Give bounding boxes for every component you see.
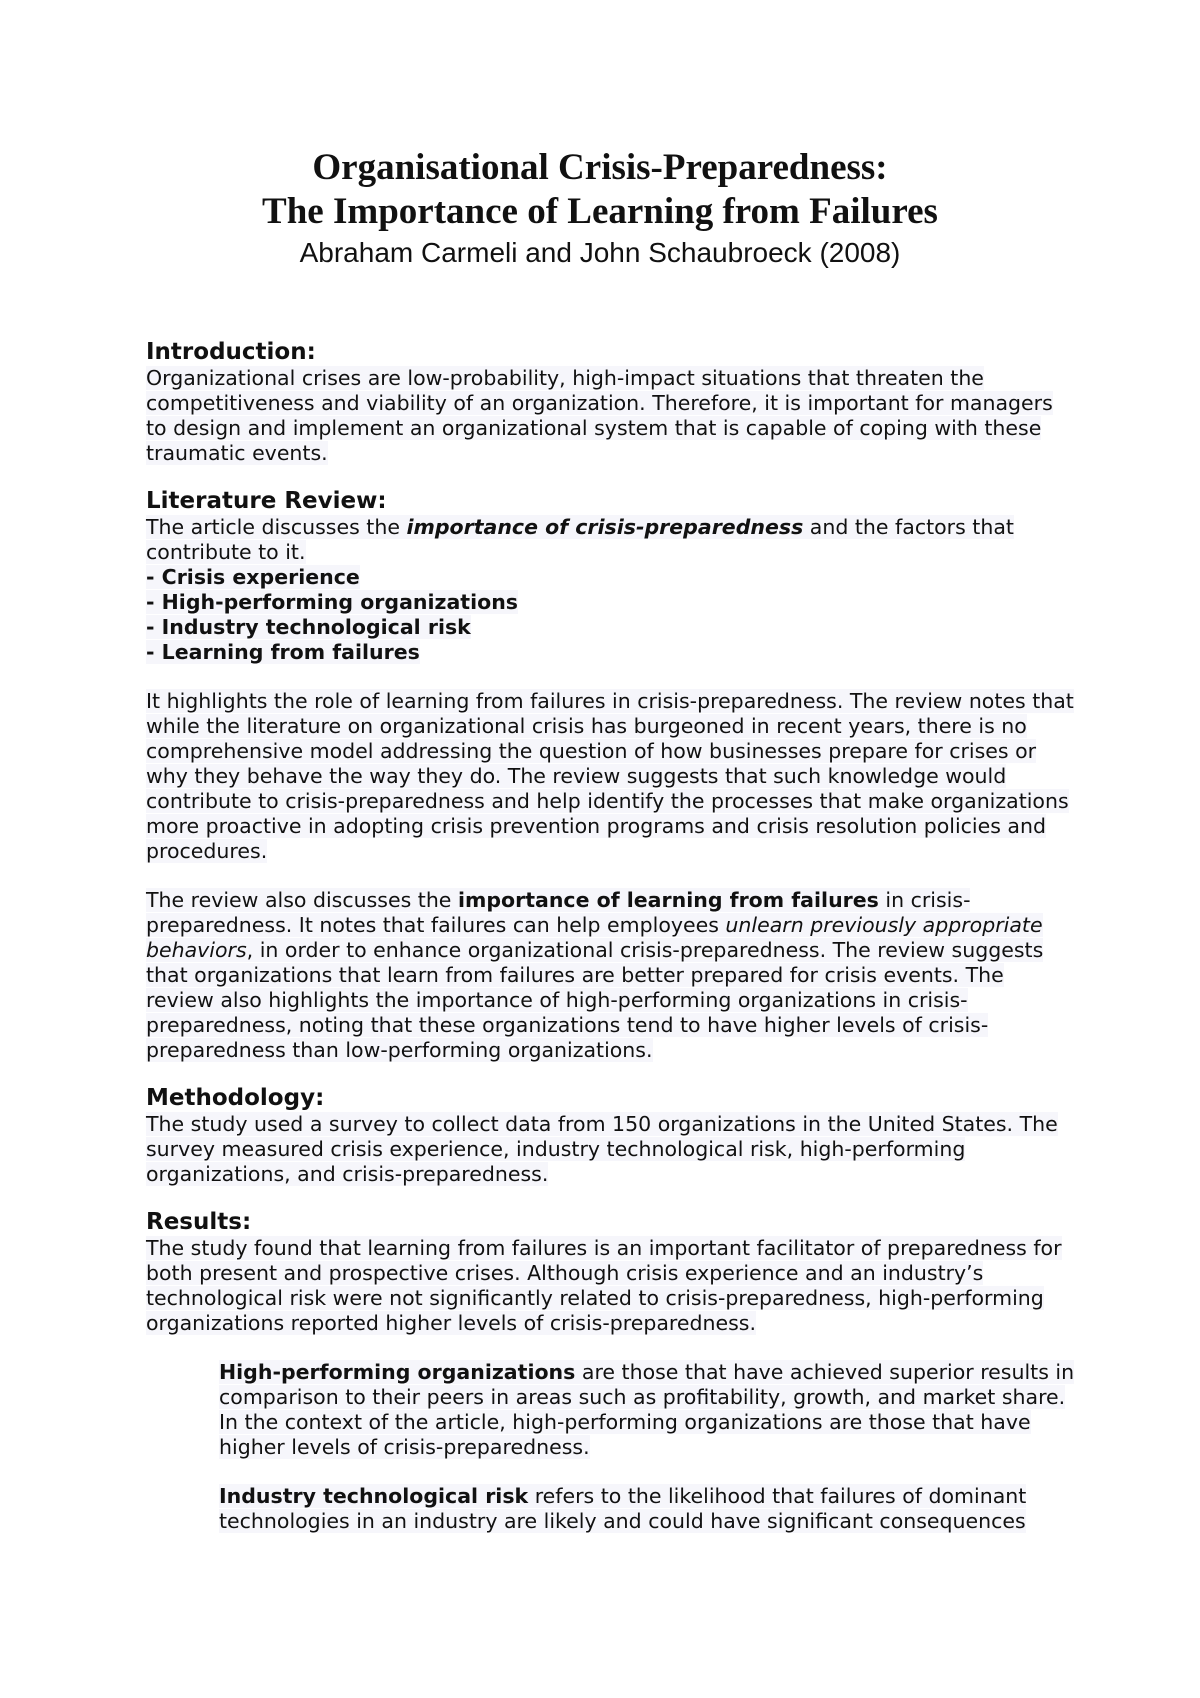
document-title-line-1: Organisational Crisis-Preparedness:: [312, 147, 888, 188]
lit-bullet-text: - Learning from failures: [146, 640, 420, 664]
literature-review-paragraph-2: [146, 689, 1076, 864]
definition-text: are those that have achieved superior results in comparison to their peers in areas such as profitability, growth, and market share. In the context of the article, high-performing organizations are those that have higher levels of crisis-preparedness.: [219, 1360, 1075, 1459]
lit-bullet-item: [146, 615, 1076, 640]
definition-term: High-performing organizations: [219, 1360, 576, 1384]
results-paragraph: [146, 1236, 1076, 1336]
title-block: [0, 146, 1200, 272]
results-text: The study found that learning from failures is an important facilitator of preparedness for both present and prospective crises. Although crisis experience and an industry’s technological risk were not significantly related to crisis-preparedness, high-performing organizations reported higher levels of crisis-preparedness.: [146, 1236, 1062, 1335]
literature-review-heading: Literature Review:: [146, 488, 387, 514]
definition-text: refers to the likelihood that failures of dominant technologies in an industry are likely and could have significant consequences: [219, 1484, 1027, 1533]
definition-technological-risk: [219, 1484, 1075, 1534]
results-heading: Results:: [146, 1209, 252, 1235]
lit-bullet-item: [146, 565, 1076, 590]
lit-intro-after: and the factors that contribute to it.: [146, 515, 1014, 564]
lit-bullet-item: [146, 590, 1076, 615]
lit-bullet-text: - Crisis experience: [146, 565, 360, 589]
lit-intro-before: The article discusses the: [146, 515, 407, 539]
methodology-heading: Methodology:: [146, 1085, 325, 1111]
definition-term: Industry technological risk: [219, 1484, 529, 1508]
document-authors: Abraham Carmeli and John Schaubroeck (2008): [299, 237, 901, 268]
document-title-line-2: The Importance of Learning from Failures: [262, 191, 938, 232]
lit-p3-bold: importance of learning from failures: [457, 888, 879, 912]
lit-bullet-text: - High-performing organizations: [146, 590, 518, 614]
lit-bullet-item: [146, 640, 1076, 665]
introduction-text: Organizational crises are low-probability, high-impact situations that threaten the competitiveness and viability of an organization. Therefore, it is important for managers to design and implement an organizational system that is capable of coping with these traumatic events.: [146, 366, 1053, 465]
lit-p3-before: The review also discusses the: [146, 888, 458, 912]
literature-review-paragraph-3: [146, 888, 1076, 1063]
document-body: [146, 339, 1076, 1534]
literature-review-intro: [146, 515, 1076, 565]
lit-bullet-text: - Industry technological risk: [146, 615, 471, 639]
lit-p3-mid: in crisis-preparedness. It notes that failures can help employees: [146, 888, 971, 937]
methodology-text: The study used a survey to collect data from 150 organizations in the United States. The survey measured crisis experience, industry technological risk, high-performing organizations, and crisis-preparedness.: [146, 1112, 1058, 1186]
lit-p3-italic: unlearn previously appropriate behaviors: [146, 913, 1043, 962]
introduction-paragraph: [146, 366, 1076, 466]
lit-intro-emphasis: importance of crisis-preparedness: [406, 515, 804, 539]
methodology-paragraph: [146, 1112, 1076, 1187]
lit-p3-after: , in order to enhance organizational crisis-preparedness. The review suggests that organizations that learn from failures are better prepared for crisis events. The review also highlights the importance of high-performing organizations in crisis-preparedness, noting that these organizations tend to have higher levels of crisis-preparedness than low-performing organizations.: [146, 938, 1044, 1062]
introduction-heading: Introduction:: [146, 339, 316, 365]
lit-paragraph-2-text: It highlights the role of learning from failures in crisis-preparedness. The review notes that while the literature on organizational crisis has burgeoned in recent years, there is no comprehensive model addressing the question of how businesses prepare for crises or why they behave the way they do. The review suggests that such knowledge would contribute to crisis-preparedness and help identify the processes that make organizations more proactive in adopting crisis prevention programs and crisis resolution policies and procedures.: [146, 689, 1074, 863]
definition-high-performing: [219, 1360, 1075, 1460]
